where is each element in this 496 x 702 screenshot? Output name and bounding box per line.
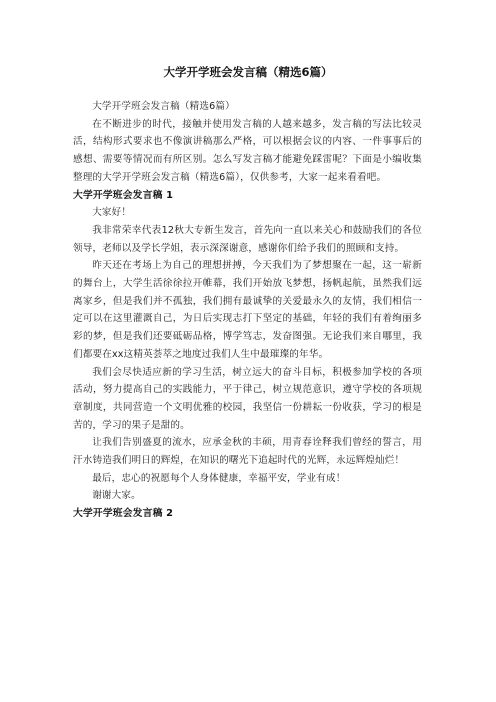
paragraph: 昨天还在考场上为自己的理想拼搏，今天我们为了梦想聚在一起，这一崭新的舞台上，大学生活徐徐拉开帷幕，我们开始放飞梦想，扬帆起航，虽然我们远离家乡，但是我们并不孤独，我们拥有最诚挚的关爱最永久的友情，我们相信一定可以在这里灌溉自己，为日后实现志打下坚定的基础，年轻的我们有着绚丽多彩的梦，但是我们还要砥砺品格，博学笃志，发奋图强。无论我们来自哪里，我们都要在xx这精英荟萃之地度过我们人生中最璀璨的年华。 <box>73 260 422 360</box>
paragraph: 我非常荣幸代表12秋大专新生发言，首先向一直以来关心和鼓励我们的各位领导，老师以及学长学姐，表示深深谢意，感谢你们给予我们的照顾和支持。 <box>73 224 422 254</box>
closing: 谢谢大家。 <box>92 490 141 502</box>
paragraph: 让我们告别盛夏的流水，应承金秋的丰硕，用青春诠释我们曾经的誓言，用汗水铸造我们明日的辉煌，在知识的曙光下追起时代的光辉，永远辉煌灿烂！ <box>73 437 422 467</box>
paragraph: 最后，忠心的祝愿每个人身体健康，幸福平安，学业有成！ <box>92 472 346 484</box>
document-body <box>73 98 422 523</box>
intro-subtitle: 大学开学班会发言稿（精选6篇） <box>92 101 235 112</box>
intro-paragraph: 在不断进步的时代，接触并使用发言稿的人越来越多，发言稿的写法比较灵活，结构形式要求也不像演讲稿那么严格，可以根据会议的内容、一件事事后的感想、需要等情况而有所区别。怎么写发言稿才能避免踩雷呢？下面是小编收集整理的大学开学班会发言稿（精选6篇），仅供参考，大家一起来看看吧。 <box>73 118 422 183</box>
greeting: 大家好！ <box>92 207 132 219</box>
section-heading-1: 大学开学班会发言稿 1 <box>73 189 174 201</box>
page-title: 大学开学班会发言稿（精选6篇） <box>163 65 333 79</box>
section-heading-2: 大学开学班会发言稿 2 <box>73 508 174 520</box>
paragraph: 我们会尽快适应新的学习生活，树立远大的奋斗目标，积极参加学校的各项活动，努力提高自己的实践能力，平于律己，树立规范意识，遵守学校的各项规章制度，共同营造一个文明优雅的校园，我坚信一份耕耘一份收获，学习的根是苦的，学习的果子是甜的。 <box>73 366 422 431</box>
